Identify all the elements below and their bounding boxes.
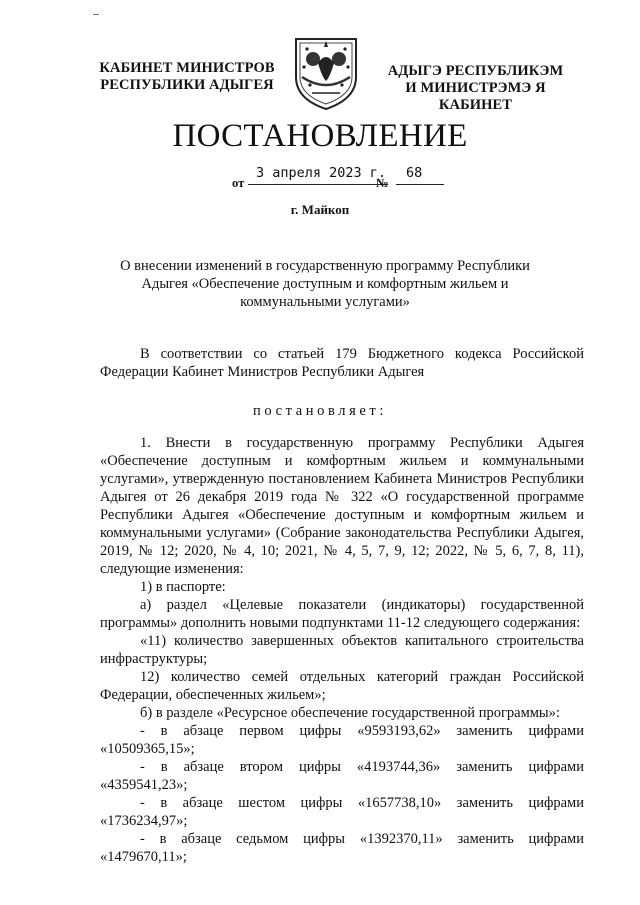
org-name-russian-line2: РЕСПУБЛИКИ АДЫГЕЯ bbox=[100, 77, 274, 93]
paragraph-9: - в абзаце шестом цифры «1657738,10» заменить цифрами «1736234,97»; bbox=[100, 795, 584, 829]
org-name-russian bbox=[92, 60, 282, 94]
paragraph-6: б) в разделе «Ресурсное обеспечение государственной программы»: bbox=[140, 705, 560, 721]
document-number: 68 bbox=[406, 165, 423, 181]
document-body bbox=[100, 434, 584, 866]
decree-word: постановляет: bbox=[253, 403, 387, 419]
paragraph-1: 1. Внести в государственную программу Республики Адыгея «Обеспечение доступным и комфортным жильем и коммунальными услугами», утвержденную постановлением Кабинета Министров Республики Адыгея от 26 декабря 2019 года № 322 «О государственной программе Республики Адыгея «Обеспечение доступным и комфортным жильем и коммунальными услугами» (Собрание законодательства Республики Адыгея, 2019, № 12; 2020, № 4, 10; 2021, № 4, 5, 7, 9, 12; 2022, № 5, 6, 7, 8, 11), следующие изменения: bbox=[100, 435, 584, 577]
document-title: ПОСТАНОВЛЕНИЕ bbox=[172, 118, 468, 154]
city-name: г. Майкоп bbox=[290, 202, 350, 217]
paragraph-8: - в абзаце втором цифры «4193744,36» заменить цифрами «4359541,23»; bbox=[100, 759, 584, 793]
document-subject: О внесении изменений в государственную программу Республики Адыгея «Обеспечение доступным и комфортным жильем и коммунальными услугами» bbox=[120, 258, 530, 310]
date-field bbox=[248, 166, 388, 185]
paragraph-3: а) раздел «Целевые показатели (индикаторы) государственной программы» дополнить новыми подпунктами 11-12 следующего содержания: bbox=[100, 597, 584, 631]
document-date: 3 апреля 2023 г. bbox=[256, 165, 387, 181]
paragraph-7: - в абзаце первом цифры «9593193,62» заменить цифрами «10509365,15»; bbox=[100, 723, 584, 757]
org-name-adyghe-line2: И МИНИСТРЭМЭ Я КАБИНЕТ bbox=[405, 80, 546, 113]
date-prefix: от bbox=[232, 176, 245, 190]
paragraph-5: 12) количество семей отдельных категорий граждан Российской Федерации, обеспеченных жильем»; bbox=[100, 669, 584, 703]
scan-mark bbox=[93, 14, 99, 15]
coat-of-arms-emblem bbox=[290, 33, 362, 111]
org-name-russian-line1: КАБИНЕТ МИНИСТРОВ bbox=[99, 60, 275, 76]
org-name-adyghe bbox=[368, 63, 583, 114]
number-sign: № bbox=[376, 176, 389, 190]
number-field bbox=[396, 166, 444, 185]
org-name-adyghe-line1: АДЫГЭ РЕСПУБЛИКЭМ bbox=[387, 63, 564, 79]
paragraph-2: 1) в паспорте: bbox=[140, 579, 226, 595]
paragraph-10: - в абзаце седьмом цифры «1392370,11» заменить цифрами «1479670,11»; bbox=[100, 831, 584, 865]
paragraph-4: «11) количество завершенных объектов капитального строительства инфраструктуры; bbox=[100, 633, 584, 667]
preamble-paragraph: В соответствии со статьей 179 Бюджетного кодекса Российской Федерации Кабинет Министров Республики Адыгея bbox=[100, 346, 584, 380]
